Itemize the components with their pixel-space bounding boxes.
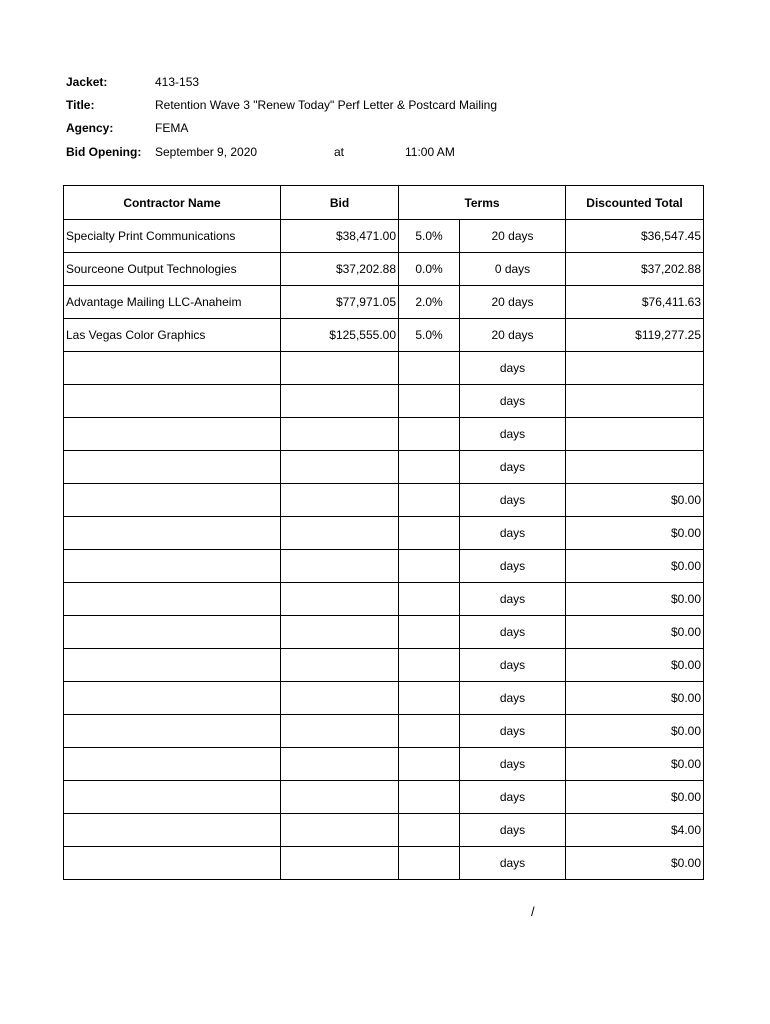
bid-cell (281, 781, 399, 814)
bid-cell (281, 682, 399, 715)
bid-cell (281, 748, 399, 781)
contractor-name-cell (64, 550, 281, 583)
bid-cell (281, 484, 399, 517)
terms-days-cell: 0 days (460, 253, 566, 286)
bid-opening-label: Bid Opening: (66, 145, 142, 159)
terms-days-cell: days (460, 451, 566, 484)
discount-percent-cell (399, 517, 460, 550)
discounted-total-cell (566, 451, 704, 484)
terms-days-cell: days (460, 583, 566, 616)
terms-days-cell: days (460, 814, 566, 847)
terms-days-cell: days (460, 385, 566, 418)
table-row (64, 781, 704, 814)
bid-cell: $77,971.05 (281, 286, 399, 319)
table-row (64, 253, 704, 286)
discounted-total-cell: $36,547.45 (566, 220, 704, 253)
discount-percent-cell: 5.0% (399, 220, 460, 253)
contractor-name-cell (64, 418, 281, 451)
table-row (64, 847, 704, 880)
discount-percent-cell (399, 550, 460, 583)
discount-percent-cell (399, 616, 460, 649)
bid-cell (281, 550, 399, 583)
discounted-total-cell: $0.00 (566, 550, 704, 583)
discounted-total-cell: $0.00 (566, 682, 704, 715)
discounted-total-cell: $0.00 (566, 781, 704, 814)
table-row (64, 517, 704, 550)
discount-percent-cell: 2.0% (399, 286, 460, 319)
terms-days-cell: days (460, 484, 566, 517)
title-label: Title: (66, 98, 95, 112)
table-row (64, 682, 704, 715)
bid-cell (281, 649, 399, 682)
bid-table (63, 185, 704, 880)
header-bid: Bid (281, 186, 399, 220)
table-row (64, 550, 704, 583)
terms-days-cell: days (460, 616, 566, 649)
bid-cell (281, 814, 399, 847)
table-row (64, 385, 704, 418)
table-row (64, 583, 704, 616)
discounted-total-cell (566, 385, 704, 418)
discount-percent-cell (399, 748, 460, 781)
table-row (64, 451, 704, 484)
discount-percent-cell (399, 583, 460, 616)
discounted-total-cell: $0.00 (566, 715, 704, 748)
discount-percent-cell (399, 847, 460, 880)
terms-days-cell: days (460, 715, 566, 748)
agency-value: FEMA (155, 121, 189, 135)
contractor-name-cell (64, 517, 281, 550)
table-row (64, 352, 704, 385)
table-header-row (64, 186, 704, 220)
table-row (64, 649, 704, 682)
terms-days-cell: days (460, 847, 566, 880)
table-row (64, 484, 704, 517)
bid-cell (281, 616, 399, 649)
contractor-name-cell (64, 352, 281, 385)
discount-percent-cell: 0.0% (399, 253, 460, 286)
header-terms: Terms (399, 186, 566, 220)
contractor-name-cell (64, 484, 281, 517)
table-row (64, 220, 704, 253)
contractor-name-cell (64, 451, 281, 484)
terms-days-cell: days (460, 781, 566, 814)
terms-days-cell: days (460, 550, 566, 583)
terms-days-cell: days (460, 649, 566, 682)
bid-cell (281, 451, 399, 484)
table-row (64, 814, 704, 847)
table-row (64, 715, 704, 748)
terms-days-cell: days (460, 748, 566, 781)
contractor-name-cell (64, 583, 281, 616)
contractor-name-cell (64, 649, 281, 682)
contractor-name-cell (64, 616, 281, 649)
terms-days-cell: 20 days (460, 319, 566, 352)
bid-cell: $125,555.00 (281, 319, 399, 352)
discount-percent-cell (399, 451, 460, 484)
terms-days-cell: days (460, 517, 566, 550)
table-row (64, 748, 704, 781)
discount-percent-cell (399, 418, 460, 451)
terms-days-cell: days (460, 352, 566, 385)
discount-percent-cell: 5.0% (399, 319, 460, 352)
bid-cell (281, 352, 399, 385)
header-contractor-name: Contractor Name (64, 186, 281, 220)
bid-cell (281, 583, 399, 616)
jacket-value: 413-153 (155, 75, 200, 89)
agency-label: Agency: (66, 121, 114, 135)
bid-cell (281, 517, 399, 550)
table-row (64, 616, 704, 649)
discounted-total-cell: $37,202.88 (566, 253, 704, 286)
discount-percent-cell (399, 385, 460, 418)
terms-days-cell: days (460, 682, 566, 715)
contractor-name-cell (64, 748, 281, 781)
discount-percent-cell (399, 781, 460, 814)
discounted-total-cell (566, 352, 704, 385)
bid-cell: $37,202.88 (281, 253, 399, 286)
bid-cell (281, 418, 399, 451)
bid-cell (281, 715, 399, 748)
title-value: Retention Wave 3 "Renew Today" Perf Letter & Postcard Mailing (155, 98, 498, 112)
bid-cell (281, 385, 399, 418)
contractor-name-cell (64, 781, 281, 814)
discounted-total-cell: $0.00 (566, 583, 704, 616)
table-row (64, 319, 704, 352)
contractor-name-cell (64, 715, 281, 748)
table-row (64, 418, 704, 451)
table-row (64, 286, 704, 319)
jacket-label: Jacket: (66, 75, 108, 89)
bid-opening-time: 11:00 AM (405, 145, 455, 159)
at-label: at (334, 145, 345, 159)
contractor-name-cell (64, 385, 281, 418)
contractor-name-cell: Advantage Mailing LLC-Anaheim (64, 286, 281, 319)
terms-days-cell: days (460, 418, 566, 451)
discounted-total-cell: $4.00 (566, 814, 704, 847)
header-discounted-total: Discounted Total (566, 186, 704, 220)
discounted-total-cell: $76,411.63 (566, 286, 704, 319)
discounted-total-cell: $0.00 (566, 847, 704, 880)
discounted-total-cell: $0.00 (566, 748, 704, 781)
contractor-name-cell: Specialty Print Communications (64, 220, 281, 253)
discount-percent-cell (399, 352, 460, 385)
contractor-name-cell (64, 847, 281, 880)
discount-percent-cell (399, 715, 460, 748)
terms-days-cell: 20 days (460, 220, 566, 253)
bid-rows (64, 220, 704, 880)
discount-percent-cell (399, 814, 460, 847)
discounted-total-cell: $0.00 (566, 616, 704, 649)
discounted-total-cell (566, 418, 704, 451)
discounted-total-cell: $0.00 (566, 517, 704, 550)
terms-days-cell: 20 days (460, 286, 566, 319)
discount-percent-cell (399, 682, 460, 715)
bid-opening-date: September 9, 2020 (155, 145, 258, 159)
discount-percent-cell (399, 649, 460, 682)
contractor-name-cell: Las Vegas Color Graphics (64, 319, 281, 352)
contractor-name-cell (64, 682, 281, 715)
footer-slash: / (531, 904, 535, 919)
discounted-total-cell: $0.00 (566, 649, 704, 682)
discounted-total-cell: $0.00 (566, 484, 704, 517)
discounted-total-cell: $119,277.25 (566, 319, 704, 352)
contractor-name-cell: Sourceone Output Technologies (64, 253, 281, 286)
contractor-name-cell (64, 814, 281, 847)
bid-cell: $38,471.00 (281, 220, 399, 253)
bid-cell (281, 847, 399, 880)
discount-percent-cell (399, 484, 460, 517)
